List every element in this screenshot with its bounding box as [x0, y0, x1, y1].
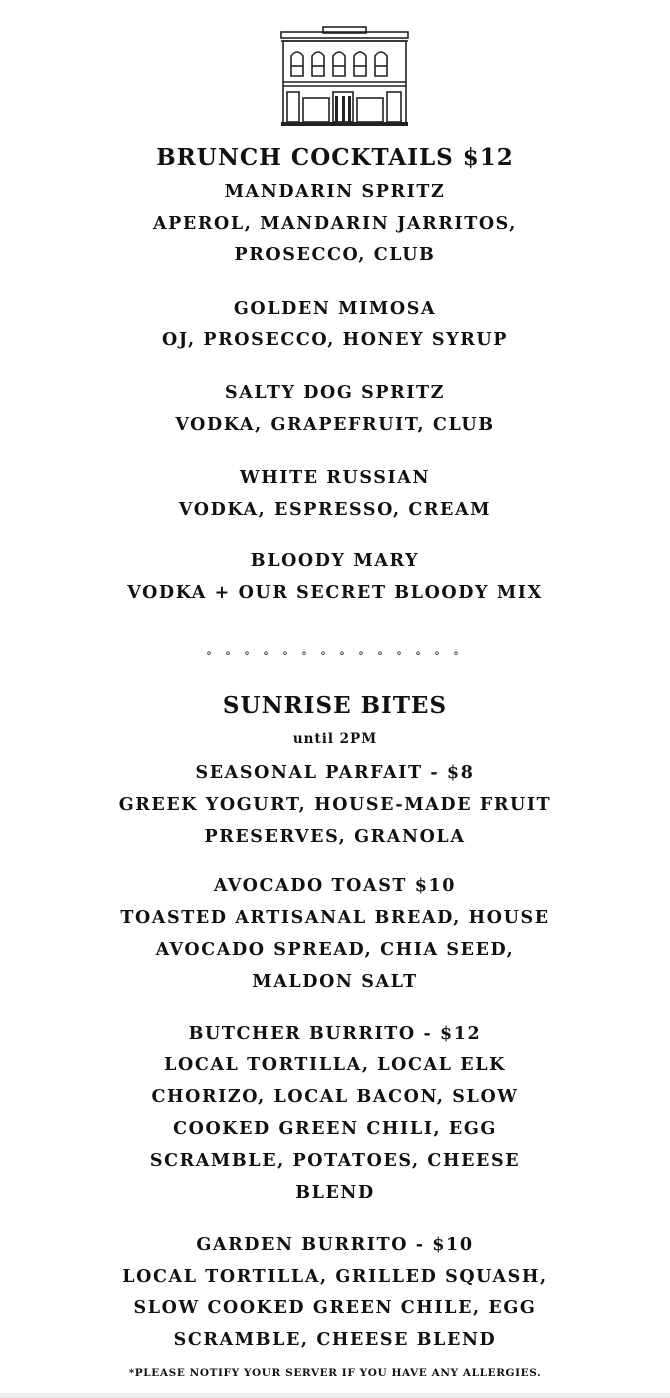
bite-name-garden-burrito: GARDEN BURRITO - $10 — [196, 1235, 474, 1255]
bite-name-avocado-toast: AVOCADO TOAST $10 — [213, 876, 457, 896]
bite-desc-line: SLOW COOKED GREEN CHILE, EGG — [133, 1298, 537, 1318]
cocktail-name-salty-dog-spritz: SALTY DOG SPRITZ — [224, 383, 446, 403]
cocktail-name-bloody-mary: BLOODY MARY — [250, 551, 420, 571]
cocktail-name-white-russian: WHITE RUSSIAN — [239, 468, 431, 488]
page-bottom-edge — [0, 1393, 670, 1398]
bite-desc-line: LOCAL TORTILLA, GRILLED SQUASH, — [122, 1267, 548, 1287]
bite-desc-line: AVOCADO SPREAD, CHIA SEED, — [155, 940, 515, 960]
cocktail-desc-line: PROSECCO, CLUB — [234, 245, 436, 265]
bite-desc-line: PRESERVES, GRANOLA — [204, 827, 466, 847]
allergy-footnote: *PLEASE NOTIFY YOUR SERVER IF YOU HAVE ANY ALLERGIES. — [128, 1367, 542, 1379]
bites-title: SUNRISE BITES — [222, 692, 448, 719]
bite-desc-line: LOCAL TORTILLA, LOCAL ELK — [164, 1055, 506, 1075]
cocktail-name-golden-mimosa: GOLDEN MIMOSA — [233, 299, 437, 319]
cocktail-desc-line: VODKA + OUR SECRET BLOODY MIX — [127, 583, 543, 603]
bites-subtitle: until 2PM — [292, 731, 378, 747]
bite-desc-line: CHORIZO, LOCAL BACON, SLOW — [151, 1087, 519, 1107]
bite-desc-line: SCRAMBLE, POTATOES, CHEESE — [149, 1151, 521, 1171]
cocktail-name-mandarin-spritz: MANDARIN SPRITZ — [224, 182, 446, 202]
cocktail-desc-line: OJ, PROSECCO, HONEY SYRUP — [162, 330, 508, 350]
bite-desc-line: COOKED GREEN CHILI, EGG — [173, 1119, 497, 1139]
bite-desc-line: MALDON SALT — [252, 972, 418, 992]
bite-desc-line: GREEK YOGURT, HOUSE-MADE FRUIT — [118, 795, 552, 815]
dotted-divider: ° ° ° ° ° ° ° ° ° ° ° ° ° ° — [206, 650, 464, 663]
bite-name-butcher-burrito: BUTCHER BURRITO - $12 — [188, 1024, 482, 1044]
bite-desc-line: TOASTED ARTISANAL BREAD, HOUSE — [120, 908, 550, 928]
bite-desc-line: BLEND — [295, 1183, 375, 1203]
cocktail-desc-line: VODKA, GRAPEFRUIT, CLUB — [175, 415, 495, 435]
building-logo-icon — [279, 26, 410, 127]
bite-desc-line: SCRAMBLE, CHEESE BLEND — [173, 1330, 497, 1350]
cocktails-title: BRUNCH COCKTAILS $12 — [156, 144, 514, 171]
cocktail-desc-line: APEROL, MANDARIN JARRITOS, — [153, 214, 517, 234]
cocktail-desc-line: VODKA, ESPRESSO, CREAM — [178, 500, 492, 520]
bite-name-seasonal-parfait: SEASONAL PARFAIT - $8 — [195, 763, 475, 783]
